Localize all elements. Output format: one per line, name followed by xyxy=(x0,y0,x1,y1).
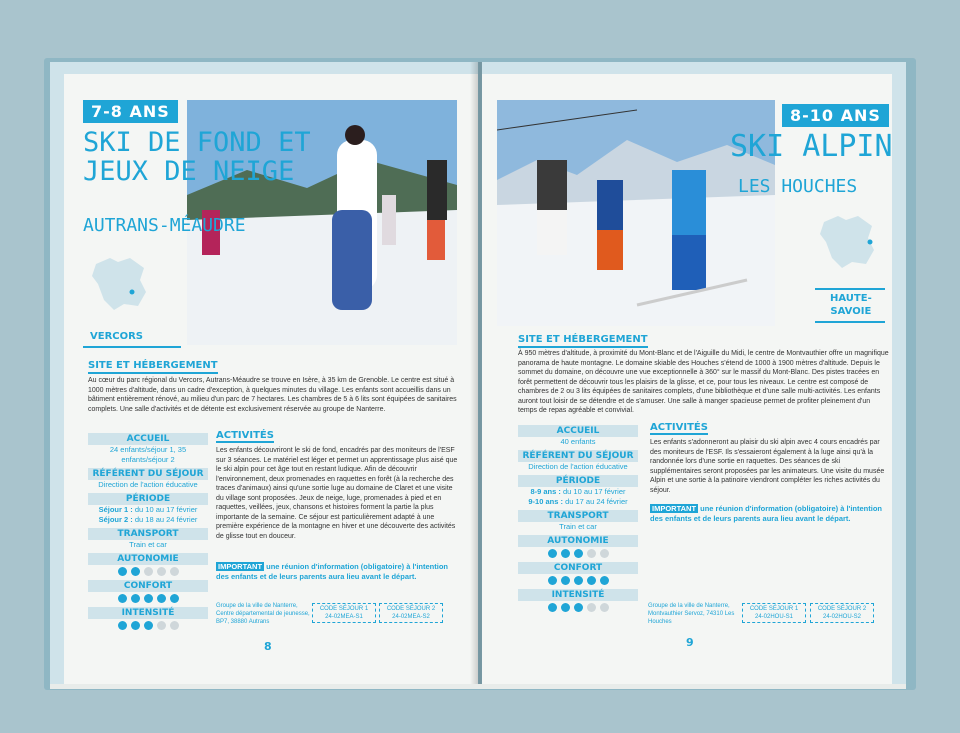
rating-dot-filled xyxy=(131,594,140,603)
rating-dot-filled xyxy=(587,576,596,585)
region-line-2: SAVOIE xyxy=(830,306,872,317)
location-subtitle: LES HOUCHES xyxy=(738,176,858,197)
title-line-1: SKI DE FOND ET xyxy=(83,127,311,158)
france-map-icon xyxy=(816,212,878,270)
transport-label: TRANSPORT xyxy=(518,510,638,522)
periode-2-value: du 17 au 24 février xyxy=(562,497,628,506)
accueil-label: ACCUEIL xyxy=(88,433,208,445)
rating-dot-empty xyxy=(587,603,596,612)
rating-dot-filled xyxy=(561,549,570,558)
region-underline xyxy=(815,321,885,323)
autonomie-label: AUTONOMIE xyxy=(518,535,638,547)
rating-dot-empty xyxy=(600,603,609,612)
right-top-band xyxy=(482,62,906,74)
intensite-label: INTENSITÉ xyxy=(88,607,208,619)
referent-label: RÉFÉRENT DU SÉJOUR xyxy=(518,450,638,462)
rating-dot-filled xyxy=(548,549,557,558)
confort-rating xyxy=(518,574,638,586)
age-badge: 7-8 ANS xyxy=(83,100,178,123)
important-text: une réunion d'information (obligatoire) à l'intention des enfants et de leurs parents aura lieu avant le départ. xyxy=(650,504,883,523)
intensite-label: INTENSITÉ xyxy=(518,589,638,601)
intensite-rating xyxy=(88,619,208,631)
rating-dot-filled xyxy=(600,576,609,585)
france-map-icon xyxy=(88,254,150,312)
footer-address: Groupe de la ville de Nanterre, Montvauthier Servoz, 74310 Les Houches xyxy=(648,603,735,625)
rating-dot-filled xyxy=(144,621,153,630)
region-label xyxy=(830,292,872,318)
code-2-label: CODE SÉJOUR 2 xyxy=(817,606,867,612)
rating-dot-empty xyxy=(170,567,179,576)
right-page-edge-band xyxy=(892,62,906,684)
left-page xyxy=(50,62,478,684)
site-heading: SITE ET HÉBERGEMENT xyxy=(518,334,648,348)
rating-dot-empty xyxy=(157,621,166,630)
referent-value: Direction de l'action éducative xyxy=(528,462,628,471)
referent-label: RÉFÉRENT DU SÉJOUR xyxy=(88,468,208,480)
confort-rating xyxy=(88,592,208,604)
important-note xyxy=(216,562,460,582)
transport-value: Train et car xyxy=(129,540,167,549)
rating-dot-filled xyxy=(574,603,583,612)
periode-2 xyxy=(88,515,208,525)
intensite-rating xyxy=(518,601,638,613)
rating-dot-filled xyxy=(131,621,140,630)
site-heading: SITE ET HÉBERGEMENT xyxy=(88,360,218,374)
periode-1-value: du 10 au 17 février xyxy=(560,487,626,496)
confort-label: CONFORT xyxy=(518,562,638,574)
rating-dot-empty xyxy=(144,567,153,576)
rating-dot-filled xyxy=(548,576,557,585)
periode-label: PÉRIODE xyxy=(88,493,208,505)
rating-dot-filled xyxy=(157,594,166,603)
rating-dot-empty xyxy=(170,621,179,630)
right-page xyxy=(482,62,906,684)
important-tag: IMPORTANT xyxy=(652,504,697,513)
location-subtitle: AUTRANS-MÉAUDRE xyxy=(83,215,246,236)
rating-dot-filled xyxy=(118,567,127,576)
site-paragraph: À 950 mètres d'altitude, à proximité du Mont-Blanc et de l'Aiguille du Midi, le centre de Montvauthier offre un magnifique panorama de haute montagne. Le domaine skiable des Houches s'étend de 1000 à 1900 mètres d'altitude. Depuis le sommet du domaine, on découvre une vue exceptionnelle à 360° sur le massif du Mont-Blanc. Des pistes tracées en forêt permettent de découvrir tous les plaisirs de la glisse, et ce, pour tous les niveaux. Le centre est composé de chambres de 2 ou 3 lits équipées de sanitaires complets, d'une bibliothèque et d'une salle multi-activités. Les enfants auront tout loisir de se détendre et de s'amuser. Une salle à manger spacieuse permet de profiter pleinement d'un temps de repas agréable et convivial. xyxy=(518,350,889,414)
important-note xyxy=(650,504,886,524)
activities-heading: ACTIVITÉS xyxy=(216,430,274,441)
periode-1 xyxy=(88,505,208,515)
code-sejour-1 xyxy=(312,603,376,623)
code-sejour-2 xyxy=(810,603,874,623)
rating-dot-filled xyxy=(118,594,127,603)
rating-dot-filled xyxy=(548,603,557,612)
rating-dot-empty xyxy=(587,549,596,558)
accueil-value: 24 enfants/séjour 1, 35 enfants/séjour 2 xyxy=(109,445,187,464)
rating-dot-filled xyxy=(170,594,179,603)
page-title: SKI ALPIN xyxy=(730,129,893,164)
code-1-label: CODE SÉJOUR 1 xyxy=(319,606,369,612)
referent-value: Direction de l'action éducative xyxy=(98,480,198,489)
region-underline xyxy=(83,346,181,348)
rating-dot-empty xyxy=(157,567,166,576)
accueil-label: ACCUEIL xyxy=(518,425,638,437)
footer-address: Groupe de la ville de Nanterre, Centre départemental de jeunesse, BP7, 38880 Autrans xyxy=(216,603,310,625)
region-overline xyxy=(815,288,885,290)
site-paragraph: Au cœur du parc régional du Vercors, Autrans-Méaudre se trouve en Isère, à 35 km de Grenoble. Le centre est situé à 1000 mètres d'altitude, dans un cadre d'exception, à quelques minutes du village. Les enfants sont accueillis dans un bâtiment entièrement rénové, au milieu d'un parc de 7 hectares. Les chambres de 5 à 6 lits sont équipées de sanitaires complets. Une salle d'activités et de détente est exclusivement réservée au groupe de Nanterre. xyxy=(88,377,457,413)
left-top-band xyxy=(50,62,478,74)
rating-dot-filled xyxy=(561,603,570,612)
rating-dot-filled xyxy=(574,549,583,558)
page-number: 9 xyxy=(686,636,694,649)
title-line-2: JEUX DE NEIGE xyxy=(83,156,295,187)
page-title xyxy=(83,128,311,186)
transport-label: TRANSPORT xyxy=(88,528,208,540)
rating-dot-filled xyxy=(118,621,127,630)
periode-2-label: 9-10 ans : xyxy=(528,497,563,506)
important-text: une réunion d'information (obligatoire) à l'intention des enfants et de leurs parents aura lieu avant le départ. xyxy=(216,562,449,581)
code-1-label: CODE SÉJOUR 1 xyxy=(749,606,799,612)
page-number: 8 xyxy=(264,640,272,653)
info-column xyxy=(88,430,208,631)
periode-2-label: Séjour 2 : xyxy=(98,515,133,524)
rating-dot-filled xyxy=(144,594,153,603)
rating-dot-empty xyxy=(600,549,609,558)
left-page-edge-band xyxy=(50,62,64,684)
important-tag: IMPORTANT xyxy=(218,562,263,571)
periode-label: PÉRIODE xyxy=(518,475,638,487)
code-2-label: CODE SÉJOUR 2 xyxy=(386,606,436,612)
age-badge: 8-10 ANS xyxy=(782,104,889,127)
periode-1-label: Séjour 1 : xyxy=(98,505,133,514)
code-2-value: 24-02MEA-S2 xyxy=(392,614,430,620)
code-sejour-2 xyxy=(379,603,443,623)
region-line-1: HAUTE- xyxy=(830,293,872,304)
rating-dot-filled xyxy=(131,567,140,576)
activities-heading: ACTIVITÉS xyxy=(650,422,708,433)
code-2-value: 24-02HOU-S2 xyxy=(822,614,861,620)
autonomie-rating xyxy=(88,565,208,577)
code-sejour-1 xyxy=(742,603,806,623)
info-column xyxy=(518,422,638,613)
region-label: VERCORS xyxy=(90,331,144,342)
autonomie-label: AUTONOMIE xyxy=(88,553,208,565)
accueil-value: 40 enfants xyxy=(560,437,596,446)
autonomie-rating xyxy=(518,547,638,559)
activities-paragraph: Les enfants découvriront le ski de fond, encadrés par des moniteurs de l'ESF sur 3 séances. Le matériel est léger et permet un apprentissage plus aisé que le ski alpin pour cet âge tout en restant ludique. Afin de découvrir l'environnement, deux promenades en raquettes en forêt (à la recherche des traces d'animaux) ainsi qu'une sortie luge au domaine de Claret et une visite du village sont proposées. Jeux de neige, luge, promenades à pied et en raquettes, veillées, jeux, chansons et histoires forment la partie la plus importante de la semaine. Ce séjour est particulièrement adapté à une première expérience de la montagne en hiver et une découverte des activités de glisse tout en douceur. xyxy=(216,447,458,540)
code-1-value: 24-02HOU-S1 xyxy=(754,614,793,620)
transport-value: Train et car xyxy=(559,522,597,531)
periode-2 xyxy=(518,497,638,507)
rating-dot-filled xyxy=(574,576,583,585)
periode-2-value: du 18 au 24 février xyxy=(132,515,198,524)
periode-1-label: 8-9 ans : xyxy=(530,487,561,496)
periode-1-value: du 10 au 17 février xyxy=(132,505,198,514)
periode-1 xyxy=(518,487,638,497)
confort-label: CONFORT xyxy=(88,580,208,592)
rating-dot-filled xyxy=(561,576,570,585)
activities-paragraph: Les enfants s'adonneront au plaisir du ski alpin avec 4 cours encadrés par des moniteurs de l'ESF. Ils s'essaieront également à la luge ainsi qu'à la randonnée lors d'une sortie en raquettes. Des séances de ski supplémentaires seront proposées par les animateurs. Une visite du musée Alpin et une sortie à la patinoire viendront compléter les riches activités du séjour. xyxy=(650,439,885,494)
code-1-value: 24-02MEA-S1 xyxy=(325,614,363,620)
page-shadow-bottom xyxy=(50,684,906,689)
